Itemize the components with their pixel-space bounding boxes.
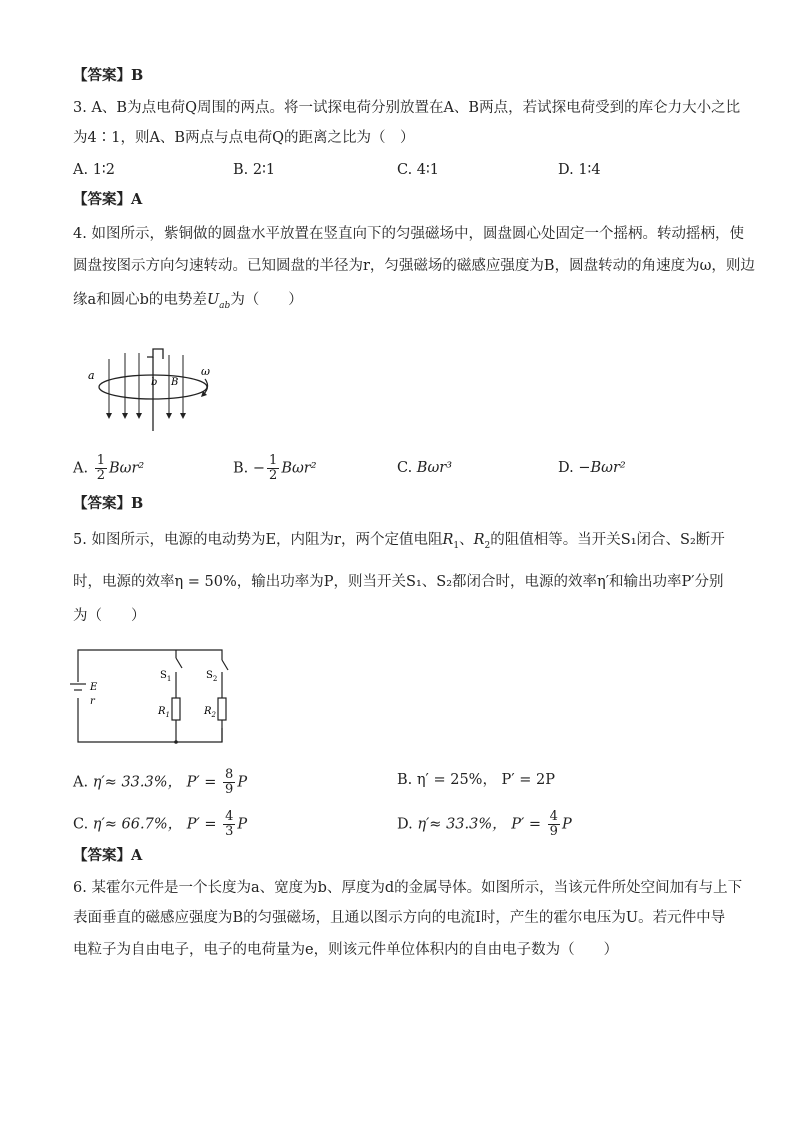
q4-answer: 【答案】B [73,495,144,512]
q6-stem-line2: 表面垂直的磁感应强度为B的匀强磁场，且通以图示方向的电流I时，产生的霍尔电压为U。若元件中导 [73,910,726,926]
q3-option-d: D. 1∶4 [558,162,601,178]
q2-answer: 【答案】B [73,67,144,84]
q5-option-c: C. η′≈ 66.7%， P′ = $\frac{4}{3}$ P [73,809,248,839]
q5-option-b: B. η′ = 25%， P′ = 2P [397,772,555,788]
q4-option-d: D. −Bωr² [558,460,626,476]
label-b: b [151,377,158,388]
q5-option-d: D. η′≈ 33.3%， P′ = $\frac{4}{9}$ P [397,809,572,839]
q3-option-c: C. 4∶1 [397,162,440,178]
label-omega: ω [201,365,210,378]
q5-answer: 【答案】A [73,847,143,864]
q3-stem-line1: 3. A、B为点电荷Q周围的两点。将一试探电荷分别放置在A、B两点，若试探电荷受到的库仑力大小之比 [73,100,741,116]
q4-option-b: B. − $\frac{1}{2}$ Bωr² [233,453,317,483]
label-E: E [90,682,98,693]
q5-stem-line3: 为（ ） [73,608,146,624]
q5-circuit-figure [70,640,240,750]
q6-stem-line1: 6. 某霍尔元件是一个长度为a、宽度为b、厚度为d的金属导体。如图所示，当该元件所处空间加有与上下 [73,880,743,896]
q4-stem-line3: 缘a和圆心b的电势差$U_{ab}$为（ ） [73,292,303,311]
label-a: a [88,369,95,382]
q4-option-a: A. $\frac{1}{2}$ Bωr² [73,453,145,483]
label-R1: $R_1$ [158,706,170,719]
q4-disc-figure [85,345,225,435]
q4-stem-line2: 圆盘按图示方向匀速转动。已知圆盘的半径为r，匀强磁场的磁感应强度为B，圆盘转动的角速度为ω，则边 [73,258,755,274]
label-R2: $R_2$ [204,706,216,719]
q3-answer: 【答案】A [73,191,143,208]
q4-stem-line1: 4. 如图所示，紫铜做的圆盘水平放置在竖直向下的匀强磁场中，圆盘圆心处固定一个摇柄。转动摇柄，使 [73,226,744,242]
q3-stem-line2: 为4∶1，则A、B两点与点电荷Q的距离之比为（ ） [73,130,415,146]
q5-stem-line1: 5. 如图所示，电源的电动势为E，内阻为r，两个定值电阻$R_1$、$R_2$的阻值相等。当开关S₁闭合、S₂断开 [73,532,725,551]
label-B: B [171,377,179,388]
q3-option-a: A. 1∶2 [73,162,115,178]
q5-option-a: A. η′≈ 33.3%， P′ = $\frac{8}{9}$ P [73,767,248,797]
q5-stem-line2: 时，电源的效率η = 50%，输出功率为P，则当开关S₁、S₂都闭合时，电源的效率η′和输出功率P′分别 [73,574,724,590]
label-S2: $S_2$ [206,670,218,683]
q6-stem-line3: 电粒子为自由电子，电子的电荷量为e，则该元件单位体积内的自由电子数为（ ） [73,942,619,958]
label-r: r [90,696,95,707]
q3-option-b: B. 2∶1 [233,162,276,178]
label-S1: $S_1$ [160,670,172,683]
q4-option-c: C. Bωr³ [397,460,453,476]
